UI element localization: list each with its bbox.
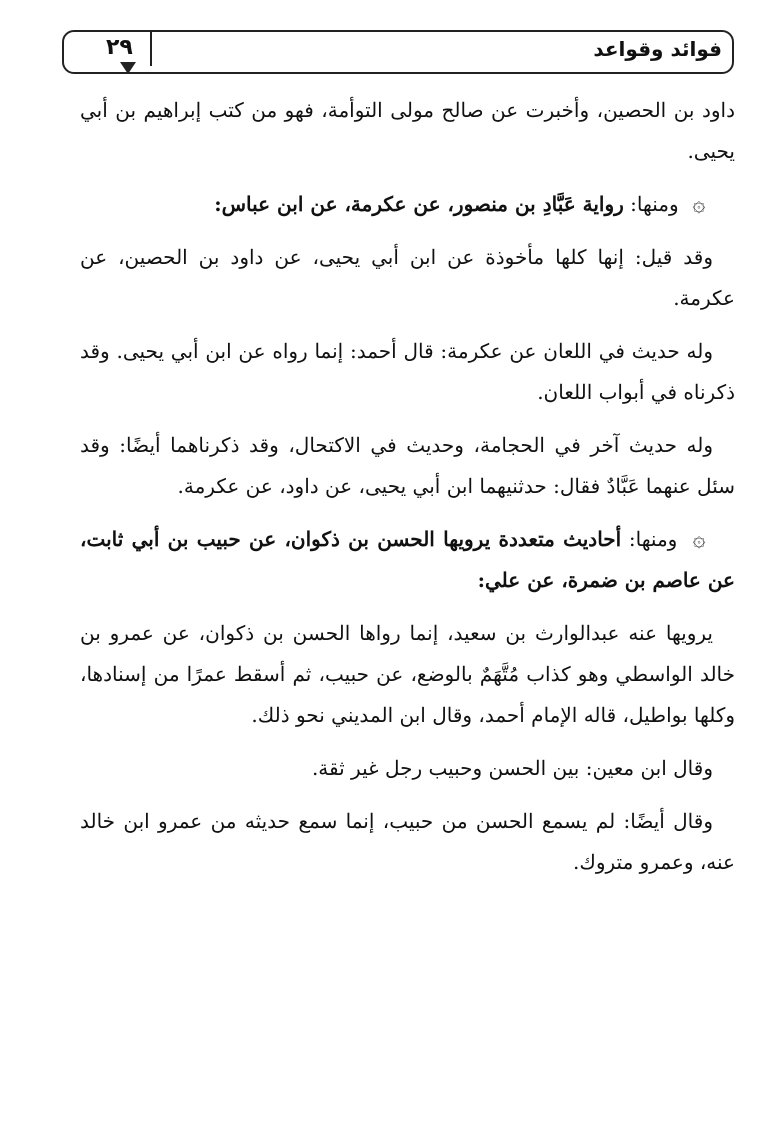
paragraph-2-heading [80, 184, 735, 225]
heading-bold: رواية عَبَّادِ بن منصور، عن عكرمة، عن ابن عباس: [214, 192, 624, 216]
heading-lead: ومنها: [621, 527, 678, 551]
paragraph-9 [80, 801, 735, 883]
paragraph-text: يرويها عنه عبدالوارث بن سعيد، إنما رواها الحسن بن ذكوان، عن عمرو بن خالد الواسطي وهو كذاب مُتَّهَمٌ بالوضع، عن حبيب، ثم أسقط عمرًا من إسنادها، وكلها بواطيل، قاله الإمام أحمد، وقال ابن المديني نحو ذلك. [80, 621, 735, 727]
page-body [80, 90, 735, 895]
paragraph-text: وله حديث آخر في الحجامة، وحديث في الاكتحال، وقد ذكرناهما أيضًا: وقد سئل عنهما عَبَّادٌ فقال: حدثنيهما ابن أبي يحيى، عن داود، عن عكرمة. [80, 433, 735, 498]
paragraph-8 [80, 748, 735, 789]
paragraph-3 [80, 237, 735, 319]
running-header [62, 30, 734, 74]
heading-lead: ومنها: [623, 192, 679, 216]
book-title: فوائد وقواعد [593, 37, 722, 61]
page-tab-pointer [120, 62, 136, 74]
paragraph-text: وله حديث في اللعان عن عكرمة: قال أحمد: إنما رواه عن ابن أبي يحيى. وقد ذكرناه في أبواب اللعان. [80, 339, 735, 404]
paragraph-text: وقد قيل: إنها كلها مأخوذة عن ابن أبي يحيى، عن داود بن الحصين، عن عكرمة. [80, 245, 735, 310]
paragraph-1 [80, 90, 735, 172]
ornament-star-icon: ۞ [692, 527, 706, 552]
paragraph-6-heading [80, 519, 735, 601]
page-number: ٢٩ [106, 35, 133, 60]
heading-bold: أحاديث متعددة يرويها الحسن بن ذكوان، عن حبيب بن أبي ثابت، عن عاصم بن ضمرة، عن علي: [80, 527, 735, 592]
page-number-box [92, 32, 152, 66]
ornament-star-icon: ۞ [692, 192, 706, 217]
paragraph-text: داود بن الحصين، وأخبرت عن صالح مولى التوأمة، فهو من كتب إبراهيم بن أبي يحيى. [80, 98, 735, 163]
paragraph-text: وقال ابن معين: بين الحسن وحبيب رجل غير ثقة. [311, 756, 713, 780]
paragraph-5 [80, 425, 735, 507]
paragraph-text: وقال أيضًا: لم يسمع الحسن من حبيب، إنما سمع حديثه من عمرو ابن خالد عنه، وعمرو متروك. [80, 809, 735, 874]
paragraph-4 [80, 331, 735, 413]
paragraph-7 [80, 613, 735, 736]
